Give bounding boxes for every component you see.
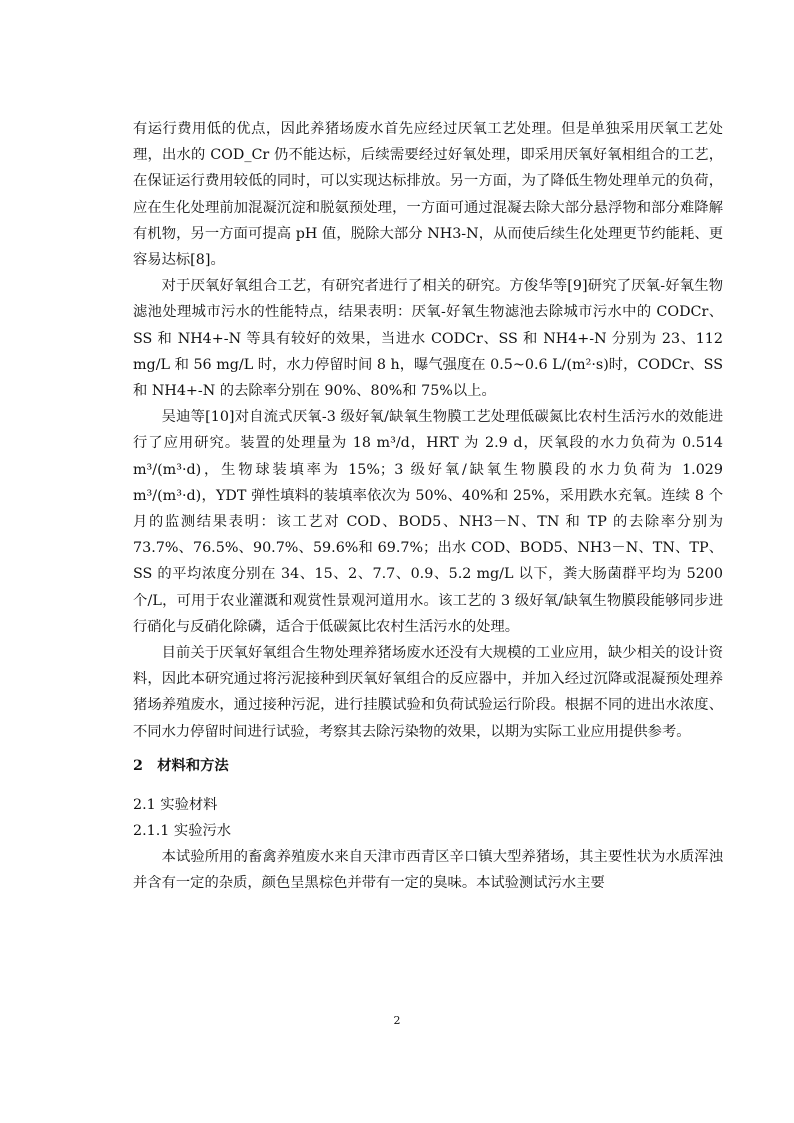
paragraph-4: 目前关于厌氧好氧组合生物处理养猪场废水还没有大规模的工业应用，缺少相关的设计资料，因此本研究通过将污泥接种到厌氧好氧组合的反应器中，并加入经过沉降或混凝预处理养猪场养殖废水，通过接种污泥，进行挂膜试验和负荷试验运行阶段。根据不同的进出水浓度、不同水力停留时间进行试验，考察其去除污染物的效果，以期为实际工业应用提供参考。 — [133, 645, 723, 740]
subsection-heading: 2.1 实验材料 — [133, 796, 218, 813]
paragraph-5: 本试验所用的畜禽养殖废水来自天津市西青区辛口镇大型养猪场，其主要性状为水质浑浊并含有一定的杂质，颜色呈黑棕色并带有一定的臭味。本试验测试污水主要 — [133, 848, 723, 892]
subsubsection-heading: 2.1.1 实验污水 — [133, 822, 232, 839]
paragraph-1: 有运行费用低的优点，因此养猪场废水首先应经过厌氧工艺处理。但是单独采用厌氧工艺处理，出水的 COD_Cr 仍不能达标，后续需要经过好氧处理，即采用厌氧好氧相组合的工艺，在保证运行费用较低的同时，可以实现达标排放。另一方面，为了降低生物处理单元的负荷，应在生化处理前加混凝沉淀和脱氨预处理，一方面可通过混凝去除大部分悬浮物和部分难降解有机物，另一方面可提高 pH 值，脱除大部分 NH3-N，从而使后续生化处理更节约能耗、更容易达标[8]。 — [133, 121, 723, 269]
body-text — [133, 116, 723, 896]
paragraph-2: 对于厌氧好氧组合工艺，有研究者进行了相关的研究。方俊华等[9]研究了厌氧-好氧生物滤池处理城市污水的性能特点，结果表明：厌氧-好氧生物滤池去除城市污水中的 CODCr、SS 和 NH4+-N 等具有较好的效果，当进水 CODCr、SS 和 NH4+-N 分别为 23、112 mg/L 和 56 mg/L 时，水力停留时间 8 h，曝气强度在 0.5~0.6 L/(m²·s)时，CODCr、SS 和 NH4+-N 的去除率分别在 90%、80%和 75%以上。 — [133, 278, 723, 400]
section-heading: 2 材料和方法 — [133, 757, 229, 774]
page-number: 2 — [393, 1014, 401, 1027]
paragraph-3: 吴迪等[10]对自流式厌氧-3 级好氧/缺氧生物膜工艺处理低碳氮比农村生活污水的效能进行了应用研究。装置的处理量为 18 m³/d，HRT 为 2.9 d，厌氧段的水力负荷为 0.514 m³/(m³·d)，生物球装填率为 15%；3 级好氧/缺氧生物膜段的水力负荷为 1.029 m³/(m³·d)，YDT 弹性填料的装填率依次为 50%、40%和 25%，采用跌水充氧。连续 8 个月的监测结果表明：该工艺对 COD、BOD5、NH3－N、TN 和 TP 的去除率分别为 73.7%、76.5%、90.7%、59.6%和 69.7%；出水 COD、BOD5、NH3－N、TN、TP、SS 的平均浓度分别在 34、15、2、7.7、0.9、5.2 mg/L 以下，粪大肠菌群平均为 5200 个/L，可用于农业灌溉和观赏性景观河道用水。该工艺的 3 级好氧/缺氧生物膜段能够同步进行硝化与反硝化除磷，适合于低碳氮比农村生活污水的处理。 — [133, 409, 723, 635]
